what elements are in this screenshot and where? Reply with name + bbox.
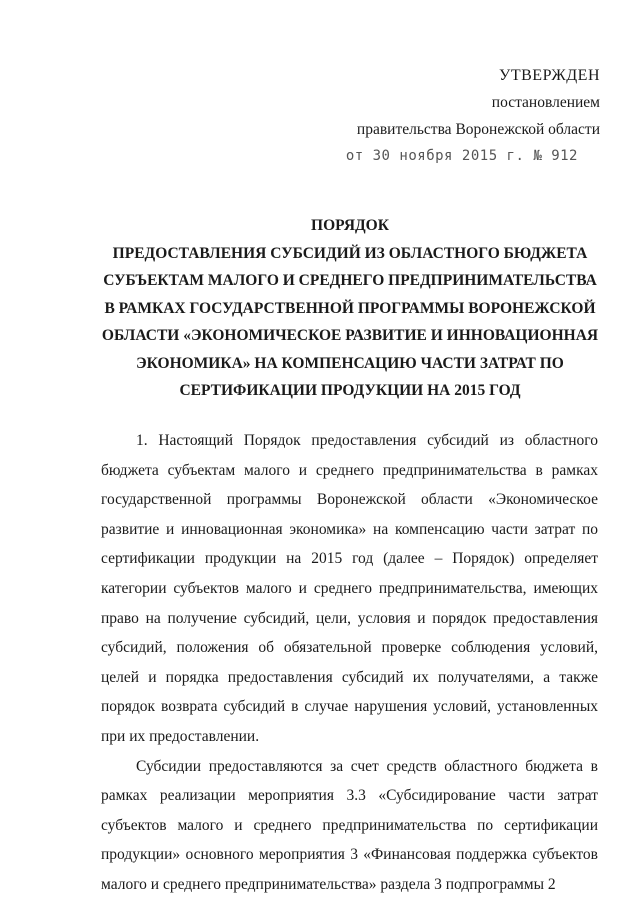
approval-date: от 30 ноября 2015 г. № 912 <box>345 148 578 164</box>
title-line-6: ЭКОНОМИКА» НА КОМПЕНСАЦИЮ ЧАСТИ ЗАТРАТ ПО <box>136 354 564 372</box>
document-body <box>101 426 598 900</box>
title-line-5: ОБЛАСТИ «ЭКОНОМИЧЕСКОЕ РАЗВИТИЕ И ИННОВАЦИОННАЯ <box>101 327 599 344</box>
title-line-2: ПРЕДОСТАВЛЕНИЯ СУБСИДИЙ ИЗ ОБЛАСТНОГО БЮДЖЕТА <box>112 244 588 262</box>
document-title <box>100 212 600 405</box>
approval-block <box>346 62 600 170</box>
title-line-3: СУБЪЕКТАМ МАЛОГО И СРЕДНЕГО ПРЕДПРИНИМАТЕЛЬСТВА <box>103 272 597 289</box>
body-paragraph-2: Субсидии предоставляются за счет средств областного бюджета в рамках реализации мероприятия 3.3 «Субсидирование части затрат субъектов малого и среднего предпринимательства по сертификации продукции» основного мероприятия 3 «Финансовая поддержка субъектов малого и среднего предпринимательства» раздела 3 подпрограммы 2 <box>101 757 598 893</box>
approval-line-2: правительства Воронежской области <box>356 121 600 138</box>
body-paragraph-1: 1. Настоящий Порядок предоставления субсидий из областного бюджета субъектам малого и среднего предпринимательства в рамках государственной программы Воронежской области «Экономическое развитие и инновационная экономика» на компенсацию части затрат по сертификации продукции на 2015 год (далее – Порядок) определяет категории субъектов малого и среднего предпринимательства, имеющих право на получение субсидий, цели, условия и порядок предоставления субсидий, положения об обязательной проверке соблюдения условий, целей и порядка предоставления субсидий их получателями, а также порядок возврата субсидий в случае нарушения условий, установленных при их предоставлении. <box>101 432 598 745</box>
title-line-7: СЕРТИФИКАЦИИ ПРОДУКЦИИ НА 2015 ГОД <box>179 382 521 399</box>
approval-heading: УТВЕРЖДЕН <box>499 67 600 84</box>
approval-line-1: постановлением <box>491 94 600 111</box>
title-line-1: ПОРЯДОК <box>311 217 389 234</box>
title-line-4: В РАМКАХ ГОСУДАРСТВЕННОЙ ПРОГРАММЫ ВОРОНЕЖСКОЙ <box>104 299 596 317</box>
